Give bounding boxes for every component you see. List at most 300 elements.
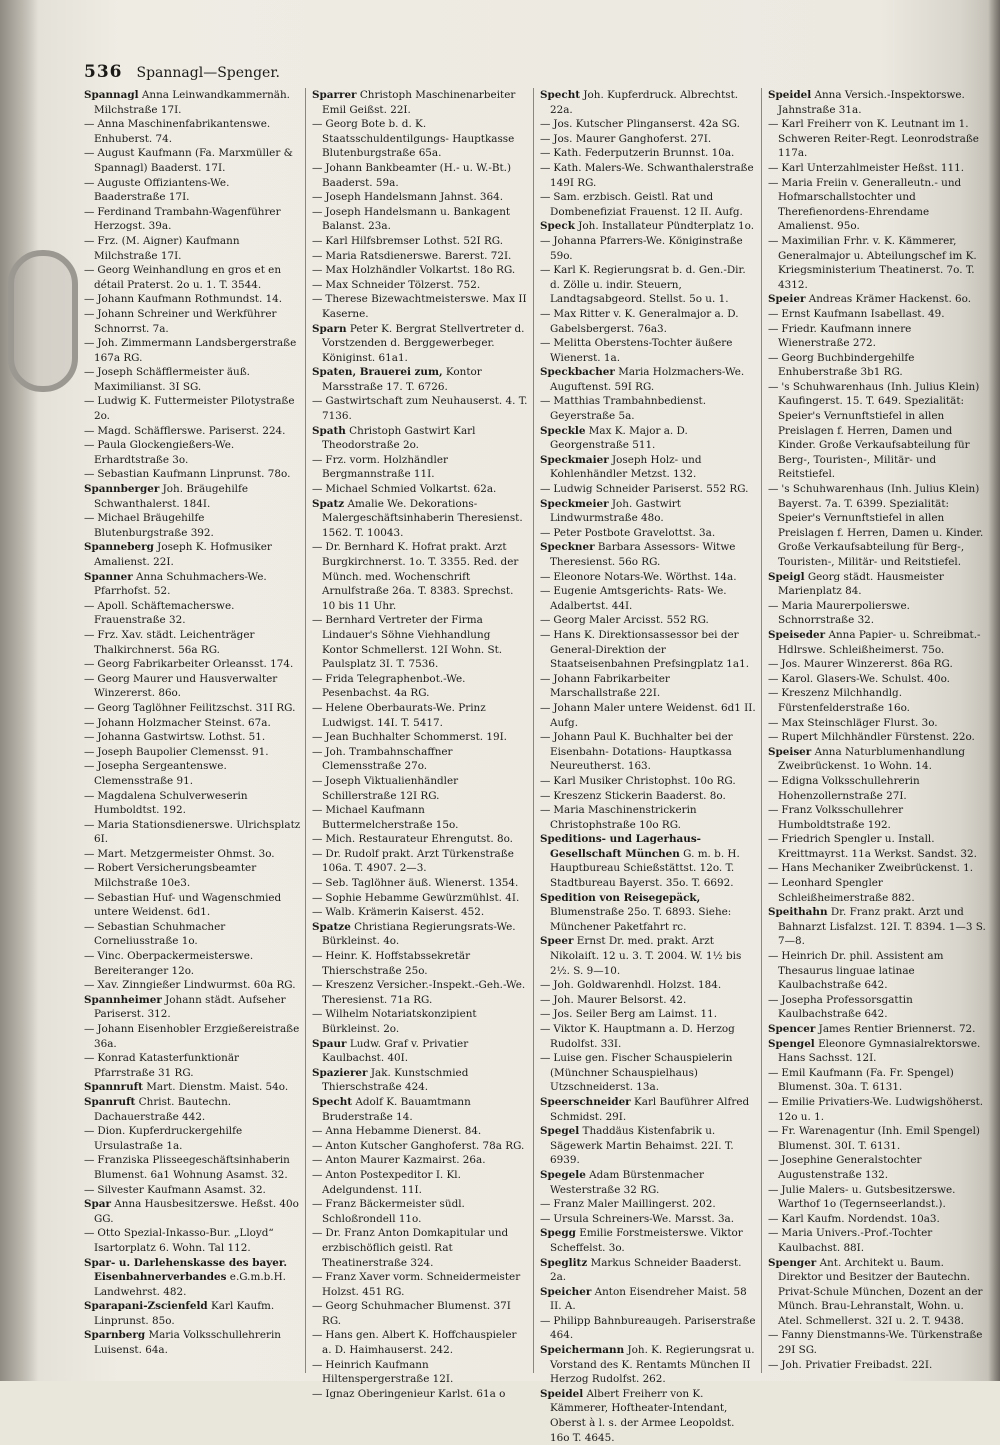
entry-dash: — (312, 731, 323, 744)
entry-dash: — (84, 1154, 95, 1167)
entry-text: Frz. (M. Aigner) Kaufmann Milchstraße 17I. (94, 234, 240, 262)
entry-text: Franz Maler Maillingerst. 202. (553, 1198, 716, 1211)
entry-text: Amalie We. Dekorations-Malergeschäftsinhaberin Theresienst. 1562. T. 10043. (322, 497, 523, 539)
entry-text: Kath. Malers-We. Schwanthalerstraße 149I RG. (550, 161, 754, 189)
entry-surname: Speiseder (768, 628, 826, 641)
entry-text: Franz Bäckermeister südl. Schloßrondell 11o. (322, 1198, 465, 1225)
entry-dash: — (84, 337, 95, 350)
entry-text: Joh. Zimmermann Landsbergerstraße 167a RG. (94, 337, 297, 364)
entry-dash: — (84, 862, 95, 875)
entry-dash: — (768, 1095, 779, 1108)
directory-entry (768, 1095, 986, 1124)
entry-text: Frz. Xav. städt. Leichenträger Thalkirchnerst. 56a RG. (94, 628, 255, 656)
entry-dash: — (84, 628, 95, 641)
directory-entry (768, 117, 986, 161)
directory-entry (768, 1153, 986, 1182)
entry-text: Magd. Schäfflerswe. Pariserst. 224. (97, 424, 286, 437)
directory-entry (768, 730, 986, 745)
entry-dash: — (768, 687, 779, 700)
entry-text: Joseph Schäfflermeister äuß. Maximilianst. 3I SG. (94, 366, 250, 393)
directory-entry (540, 613, 757, 628)
entry-text: Kontor Marsstraße 17. T. 6726. (322, 366, 482, 393)
entry-dash: — (768, 307, 779, 320)
directory-entry (312, 278, 529, 293)
directory-entry (768, 686, 986, 715)
entry-text: Eleonore Notars-We. Wörthst. 14a. (553, 570, 737, 583)
entry-text: Fr. Warenagentur (Inh. Emil Spengel) Blumenst. 30I. T. 6131. (778, 1125, 980, 1152)
entry-text: Max K. Major a. D. Georgenstraße 511. (550, 424, 688, 452)
directory-entry (768, 599, 986, 628)
entry-text: Seb. Taglöhner äuß. Wienerst. 1354. (325, 877, 519, 890)
entry-text: Sebastian Huf- und Wagenschmied untere Weidenst. 6d1. (94, 891, 282, 919)
entry-text: Johann Eisenhobler Erzgießereistraße 36a. (94, 1023, 300, 1050)
entry-text: Friedr. Kaufmann innere Wienerstraße 272. (778, 322, 912, 350)
entry-text: Ignaz Oberingenieur Karlst. 61a o (325, 1387, 506, 1400)
entry-text: Johann Schreiner und Werkführer Schnorrst. 7a. (94, 307, 277, 335)
entry-surname: Sparapani-Zscienfeld (84, 1300, 208, 1313)
entry-text: Franz Volksschullehrer Humboldtstraße 192. (778, 804, 904, 831)
directory-entry (540, 307, 757, 336)
directory-entry (84, 1226, 301, 1255)
directory-entry (84, 701, 301, 716)
directory-entry (84, 657, 301, 672)
entry-text: Johanna Pfarrers-We. Königinstraße 59o. (550, 234, 743, 262)
entry-dash: — (540, 570, 551, 583)
entry-text: Johann städt. Aufseher Pariserst. 312. (94, 993, 286, 1021)
directory-entry (768, 803, 986, 832)
entry-text: Georg städt. Hausmeister Marienplatz 84. (778, 570, 944, 598)
directory-entry (84, 1153, 301, 1182)
entry-text: Konrad Katasterfunktionär Pfarrstraße 31 RG. (94, 1052, 240, 1079)
entry-text: Jak. Kunstschmied Thierschstraße 424. (322, 1066, 469, 1094)
entry-surname: Spar- u. Darlehenskasse des bayer. Eisenbahnerverbandes (84, 1256, 288, 1284)
entry-surname: Spenger (768, 1256, 817, 1269)
entry-surname: Spar (84, 1198, 111, 1211)
entry-text: Karl Hilfsbremser Lothst. 52I RG. (325, 234, 504, 247)
directory-entry (540, 161, 757, 190)
entry-surname: Speckbacher (540, 366, 615, 379)
entry-text: Georg Schuhmacher Blumenst. 37I RG. (322, 1300, 511, 1327)
entry-dash: — (84, 293, 95, 306)
entry-dash: — (312, 877, 323, 890)
entry-text: Bernhard Vertreter der Firma Lindauer's Söhne Viehhandlung Kontor Schmellerst. 12I Wohn. St. Paulsplatz 3I. T. 7536. (322, 614, 503, 671)
entry-surname: Spaur (312, 1037, 347, 1050)
entry-dash: — (768, 716, 779, 729)
directory-entry (768, 380, 986, 482)
directory-entry (84, 1080, 301, 1095)
entry-text: Paula Glockengießers-We. Erhardtstraße 3o. (94, 439, 235, 466)
entry-dash: — (84, 760, 95, 773)
entry-dash: — (312, 453, 323, 466)
entry-text: Franz Xaver vorm. Schneidermeister Holzst. 451 RG. (322, 1271, 521, 1298)
directory-entry (312, 1168, 529, 1197)
directory-entry (768, 322, 986, 351)
directory-entry (768, 88, 986, 117)
entry-dash: — (84, 1125, 95, 1138)
directory-entry (84, 1022, 301, 1051)
directory-entry (312, 205, 529, 234)
entry-text: Joh. Goldwarenhdl. Holzst. 184. (553, 979, 722, 992)
entry-dash: — (312, 950, 323, 963)
entry-surname: Sparnberg (84, 1329, 146, 1342)
entry-dash: — (768, 804, 779, 817)
entry-surname: Spanner (84, 570, 133, 583)
directory-entry (84, 467, 301, 482)
entry-text: Anna Hebamme Dienerst. 84. (325, 1125, 482, 1138)
directory-entry (84, 1124, 301, 1153)
entry-dash: — (768, 672, 779, 685)
directory-entry (540, 482, 757, 497)
directory-entry (84, 1095, 301, 1124)
entry-text: Mart. Metzgermeister Ohmst. 3o. (97, 847, 275, 860)
entry-surname: Speerschneider (540, 1095, 631, 1108)
entry-dash: — (540, 731, 551, 744)
entry-surname: Speckle (540, 424, 586, 437)
entry-text: Joseph Handelsmann Jahnst. 364. (325, 191, 504, 204)
entry-text: Karl K. Regierungsrat b. d. Gen.-Dir. d. Zölle u. indir. Steuern, Landtagsabgeord. Stellst. 5o u. 1. (550, 264, 746, 306)
entry-dash: — (540, 307, 551, 320)
entry-text: Kreszenz Milchhandlg. Fürstenfelderstraße 16o. (778, 687, 910, 714)
entry-text: Kreszenz Versicher.-Inspekt.-Geh.-We. Theresienst. 71a RG. (322, 979, 526, 1006)
entry-text: Maximilian Frhr. v. K. Kämmerer, Generalmajor u. Abteilungschef im K. Kriegsministerium Theatinerst. 7o. T. 4312. (778, 234, 977, 291)
entry-dash: — (768, 1212, 779, 1225)
entry-text: Joseph Holz- und Kohlenhändler Metzst. 132. (550, 453, 702, 481)
entry-text: Hans gen. Albert K. Hoffchauspieler a. D. Haimhauserst. 242. (322, 1329, 517, 1357)
entry-text: Karl Unterzahlmeister Heßst. 111. (781, 161, 965, 174)
entry-text: Xav. Zinngießer Lindwurmst. 60a RG. (97, 979, 296, 992)
directory-entry (312, 1095, 529, 1124)
directory-entry (84, 424, 301, 439)
directory-entry (540, 1168, 757, 1197)
directory-entry (84, 511, 301, 540)
entry-dash: — (540, 1198, 551, 1211)
entry-text: Max Holzhändler Volkartst. 18o RG. (325, 264, 516, 277)
entry-dash: — (312, 847, 323, 860)
directory-entry (540, 891, 757, 935)
directory-entry (84, 978, 301, 993)
directory-entry (84, 730, 301, 745)
directory-entry (768, 1226, 986, 1255)
directory-entry (768, 1358, 986, 1373)
directory-entry (312, 365, 529, 394)
directory-entry (540, 540, 757, 569)
entry-dash: — (768, 1154, 779, 1167)
directory-entry (84, 1183, 301, 1198)
entry-dash: — (540, 132, 551, 145)
entry-dash: — (84, 424, 95, 437)
entry-text: Thaddäus Kistenfabrik u. Sägewerk Martin Behaimst. 22I. T. 6939. (550, 1125, 734, 1167)
entry-dash: — (84, 818, 95, 831)
entry-dash: — (540, 614, 551, 627)
entry-surname: Speidel (768, 89, 812, 101)
entry-dash: — (540, 264, 551, 277)
entry-dash: — (84, 701, 95, 714)
directory-entry (768, 832, 986, 861)
entry-dash: — (540, 1314, 551, 1327)
directory-entry (540, 394, 757, 423)
entry-text: Maria Maurerpolierswe. Schnorrstraße 32. (778, 599, 910, 627)
directory-entry (768, 716, 986, 731)
directory-entry (768, 292, 986, 307)
directory-column-2 (312, 88, 534, 1400)
directory-entry (312, 701, 529, 730)
entry-dash: — (540, 118, 551, 131)
entry-text: Jos. Seiler Berg am Laimst. 11. (553, 1008, 718, 1021)
entry-text: Dr. Bernhard K. Hofrat prakt. Arzt Burgkirchnerst. 1o. T. 3355. Red. der Münch. med. Wochenschrift Arnulfstraße 26a. T. 8383. Sprechst. 10 bis 11 Uhr. (322, 541, 519, 612)
directory-entry (540, 88, 757, 117)
directory-entry (312, 1139, 529, 1154)
directory-entry (312, 876, 529, 891)
entry-text: Karol. Glasers-We. Schulst. 40o. (781, 672, 950, 685)
directory-entry (312, 847, 529, 876)
directory-entry (312, 1124, 529, 1139)
directory-column-3 (540, 88, 762, 1444)
directory-entry (84, 263, 301, 292)
directory-entry (312, 453, 529, 482)
entry-text: Joseph Viktualienhändler Schillerstraße 12I RG. (322, 774, 459, 802)
directory-entry (768, 993, 986, 1022)
entry-text: Kreszenz Stickerin Baaderst. 8o. (553, 789, 726, 802)
entry-dash: — (540, 672, 551, 685)
entry-dash: — (84, 118, 95, 131)
running-head: Spannagl—Spenger. (136, 65, 280, 81)
entry-text: Apoll. Schäftemacherswe. Frauenstraße 32. (94, 599, 235, 627)
entry-text: Adolf K. Bauamtmann Bruderstraße 14. (322, 1095, 471, 1123)
directory-entry (540, 1007, 757, 1022)
entry-dash: — (84, 512, 95, 525)
entry-text: Maria Ratsdienerswe. Barerst. 72I. (325, 249, 512, 262)
directory-entry (312, 832, 529, 847)
directory-entry (768, 774, 986, 803)
entry-text: Emil Kaufmann (Fa. Fr. Spengel) Blumenst. 30a. T. 6131. (778, 1066, 954, 1094)
directory-entry (312, 1270, 529, 1299)
directory-entry (312, 88, 529, 117)
entry-dash: — (84, 234, 95, 247)
directory-entry (312, 1358, 529, 1387)
entry-surname: Speck (540, 220, 575, 233)
entry-text: Heinr. K. Hoffstabssekretär Thierschstraße 25o. (322, 950, 471, 977)
directory-entry (540, 628, 757, 672)
entry-dash: — (540, 628, 551, 641)
directory-entry (84, 818, 301, 847)
entry-surname: Speidel (540, 1387, 584, 1400)
entry-dash: — (312, 1300, 323, 1313)
entry-text: Gastwirtschaft zum Neuhauserst. 4. T. 7136. (322, 395, 528, 423)
entry-surname: Speer (540, 935, 574, 948)
entry-surname: Sparn (312, 322, 347, 335)
entry-dash: — (312, 1329, 323, 1342)
entry-text: Ludwig K. Futtermeister Pilotystraße 2o. (94, 395, 295, 423)
directory-entry (312, 745, 529, 774)
entry-text: Jean Buchhalter Schommerst. 19I. (325, 731, 507, 744)
entry-text: Ernst Dr. med. prakt. Arzt Nikolaiſt. 12 u. 3. T. 2004. W. 1½ bis 2½. S. 9—10. (550, 935, 742, 977)
directory-entry (540, 424, 757, 453)
entry-dash: — (84, 658, 95, 671)
entry-text: Vinc. Oberpackermeisterswe. Bereiteranger 12o. (94, 950, 254, 977)
entry-dash: — (312, 264, 323, 277)
entry-dash: — (312, 1139, 323, 1152)
entry-text: Anna Versich.-Inspektorswe. Jahnstraße 31a. (778, 89, 965, 116)
entry-text: Jos. Maurer Winzererst. 86a RG. (781, 658, 953, 671)
directory-entry (768, 1022, 986, 1037)
entry-dash: — (768, 1358, 779, 1371)
directory-column-4 (768, 88, 990, 1373)
directory-entry (768, 161, 986, 176)
entry-text: Joseph K. Hofmusiker Amalienst. 22I. (94, 541, 272, 568)
entry-text: Eleonore Gymnasialrektorswe. Hans Sachsst. 12I. (778, 1037, 981, 1065)
entry-text: Christ. Bautechn. Dachauerstraße 442. (94, 1095, 232, 1123)
directory-entry (84, 993, 301, 1022)
directory-entry (84, 861, 301, 890)
directory-entry (312, 1037, 529, 1066)
entry-text: Michael Schmied Volkartst. 62a. (325, 483, 497, 496)
entry-text: Joseph Handelsmann u. Bankagent Balanst. 23a. (322, 205, 511, 233)
entry-dash: — (312, 1154, 323, 1167)
entry-dash: — (312, 483, 323, 496)
directory-entry (540, 497, 757, 526)
entry-dash: — (312, 1358, 323, 1371)
directory-entry (84, 891, 301, 920)
directory-entry (540, 789, 757, 804)
entry-surname: Sparrer (312, 89, 357, 101)
entry-text: Philipp Bahnbureaugeh. Pariserstraße 464. (550, 1314, 756, 1342)
directory-entry (312, 891, 529, 906)
directory-entry (84, 234, 301, 263)
directory-entry (84, 176, 301, 205)
entry-dash: — (84, 439, 95, 452)
directory-entry (84, 847, 301, 862)
entry-dash: — (768, 599, 779, 612)
directory-entry (84, 540, 301, 569)
directory-entry (312, 949, 529, 978)
entry-text: Joh. Kupferdruck. Albrechtst. 22a. (550, 89, 739, 116)
entry-text: Max Schneider Tölzerst. 752. (325, 278, 481, 291)
entry-dash: — (312, 1227, 323, 1240)
directory-entry (312, 672, 529, 701)
entry-surname: Spatz (312, 497, 345, 510)
entry-text: Jos. Maurer Ganghoferst. 27I. (553, 132, 712, 145)
entry-surname: Speglitz (540, 1256, 588, 1269)
entry-dash: — (768, 862, 779, 875)
entry-dash: — (312, 293, 323, 306)
entry-text: Maria Stationsdienerswe. Ulrichsplatz 6I. (94, 818, 301, 846)
entry-surname: Spannruft (84, 1081, 143, 1094)
directory-entry (768, 1183, 986, 1212)
entry-dash: — (84, 731, 95, 744)
entry-dash: — (540, 483, 551, 496)
directory-entry (540, 1314, 757, 1343)
directory-entry (540, 365, 757, 394)
directory-entry (84, 599, 301, 628)
entry-text: Georg Weinhandlung en gros et en détail Praterst. 2o u. 1. T. 3544. (94, 264, 282, 291)
entry-text: Jos. Kutscher Plinganserst. 42a SG. (553, 118, 740, 131)
entry-dash: — (540, 161, 551, 174)
entry-dash: — (84, 366, 95, 379)
directory-entry (312, 1197, 529, 1226)
directory-entry (84, 146, 301, 175)
directory-entry (540, 453, 757, 482)
directory-entry (768, 1212, 986, 1227)
directory-entry (84, 117, 301, 146)
directory-entry (312, 1387, 529, 1402)
directory-entry (540, 730, 757, 774)
entry-dash: — (768, 658, 779, 671)
entry-dash: — (312, 1125, 323, 1138)
entry-surname: Spath (312, 424, 346, 437)
entry-dash: — (768, 833, 779, 846)
entry-text: Michael Bräugehilfe Blutenburgstraße 392. (94, 512, 214, 539)
directory-entry (540, 1022, 757, 1051)
entry-dash: — (84, 950, 95, 963)
directory-entry (768, 351, 986, 380)
directory-entry (312, 920, 529, 949)
entry-surname: Spencer (768, 1023, 816, 1035)
entry-text: Maria Univers.-Prof.-Tochter Kaulbachst. 88I. (778, 1227, 933, 1254)
directory-entry (312, 482, 529, 497)
entry-surname: Spaten, Brauerei zum, (312, 366, 443, 379)
entry-text: Markus Schneider Baaderst. 2a. (550, 1256, 742, 1284)
directory-entry (540, 584, 757, 613)
entry-text: Josephine Generalstochter Augustenstraße 132. (778, 1154, 922, 1181)
directory-entry (84, 1197, 301, 1226)
directory-entry (768, 861, 986, 876)
entry-text: Georg Taglöhner Feilitzschst. 31I RG. (97, 701, 296, 714)
directory-entry (312, 1153, 529, 1168)
directory-entry (84, 789, 301, 818)
entry-text: Georg Bote b. d. K. Staatsschuldentilgungs- Hauptkasse Blutenburgstraße 65a. (322, 118, 515, 160)
directory-entry (540, 117, 757, 132)
directory-entry (768, 628, 986, 657)
entry-text: Johanna Gastwirtsw. Lothst. 51. (97, 731, 266, 744)
entry-dash: — (84, 847, 95, 860)
entry-text: James Rentier Briennerst. 72. (818, 1023, 976, 1035)
entry-text: Ludwig Schneider Pariserst. 552 RG. (553, 483, 749, 496)
entry-dash: — (540, 701, 551, 714)
entry-text: Dr. Franz prakt. Arzt und Bahnarzt Lisfalzst. 12I. T. 8394. 1—3 S. 7—8. (778, 906, 986, 948)
entry-text: Hans K. Direktionsassessor bei der General-Direktion der Staatseisenbahnen Prefsingplatz 1a1. (550, 628, 750, 671)
entry-text: Ernst Kaufmann Isabellast. 49. (781, 307, 945, 320)
directory-entry (540, 234, 757, 263)
entry-dash: — (312, 745, 323, 758)
entry-text: Robert Versicherungsbeamter Milchstraße 10e3. (94, 862, 257, 890)
directory-entry (84, 336, 301, 365)
directory-entry (312, 1066, 529, 1095)
directory-entry (84, 394, 301, 423)
entry-text: Hans Mechaniker Zweibrückenst. 1. (781, 862, 974, 875)
directory-entry (540, 1124, 757, 1168)
entry-dash: — (768, 118, 779, 131)
entry-dash: — (768, 1183, 779, 1196)
directory-entry (540, 774, 757, 789)
directory-entry (540, 1256, 757, 1285)
entry-text: Johann Maler untere Weidenst. 6d1 II. Aufg. (550, 701, 756, 729)
entry-surname: Specht (312, 1095, 353, 1108)
entry-text: Anton Eisendreher Maist. 58 II. A. (550, 1285, 747, 1313)
entry-text: Karl Bauführer Alfred Schmidst. 29I. (550, 1095, 750, 1123)
entry-dash: — (84, 789, 95, 802)
entry-dash: — (768, 176, 779, 189)
entry-dash: — (84, 1052, 95, 1065)
entry-text: Christoph Gastwirt Karl Theodorstraße 2o. (322, 424, 476, 452)
entry-surname: Speckner (540, 541, 595, 554)
entry-text: Karl Musiker Christophst. 10o RG. (553, 774, 736, 787)
directory-entry (84, 1256, 301, 1300)
directory-entry (84, 1051, 301, 1080)
entry-text: Ursula Schreiners-We. Marsst. 3a. (553, 1212, 735, 1225)
directory-entry (312, 497, 529, 541)
directory-entry (540, 993, 757, 1008)
entry-text: Rupert Milchhändler Fürstenst. 22o. (781, 731, 975, 744)
